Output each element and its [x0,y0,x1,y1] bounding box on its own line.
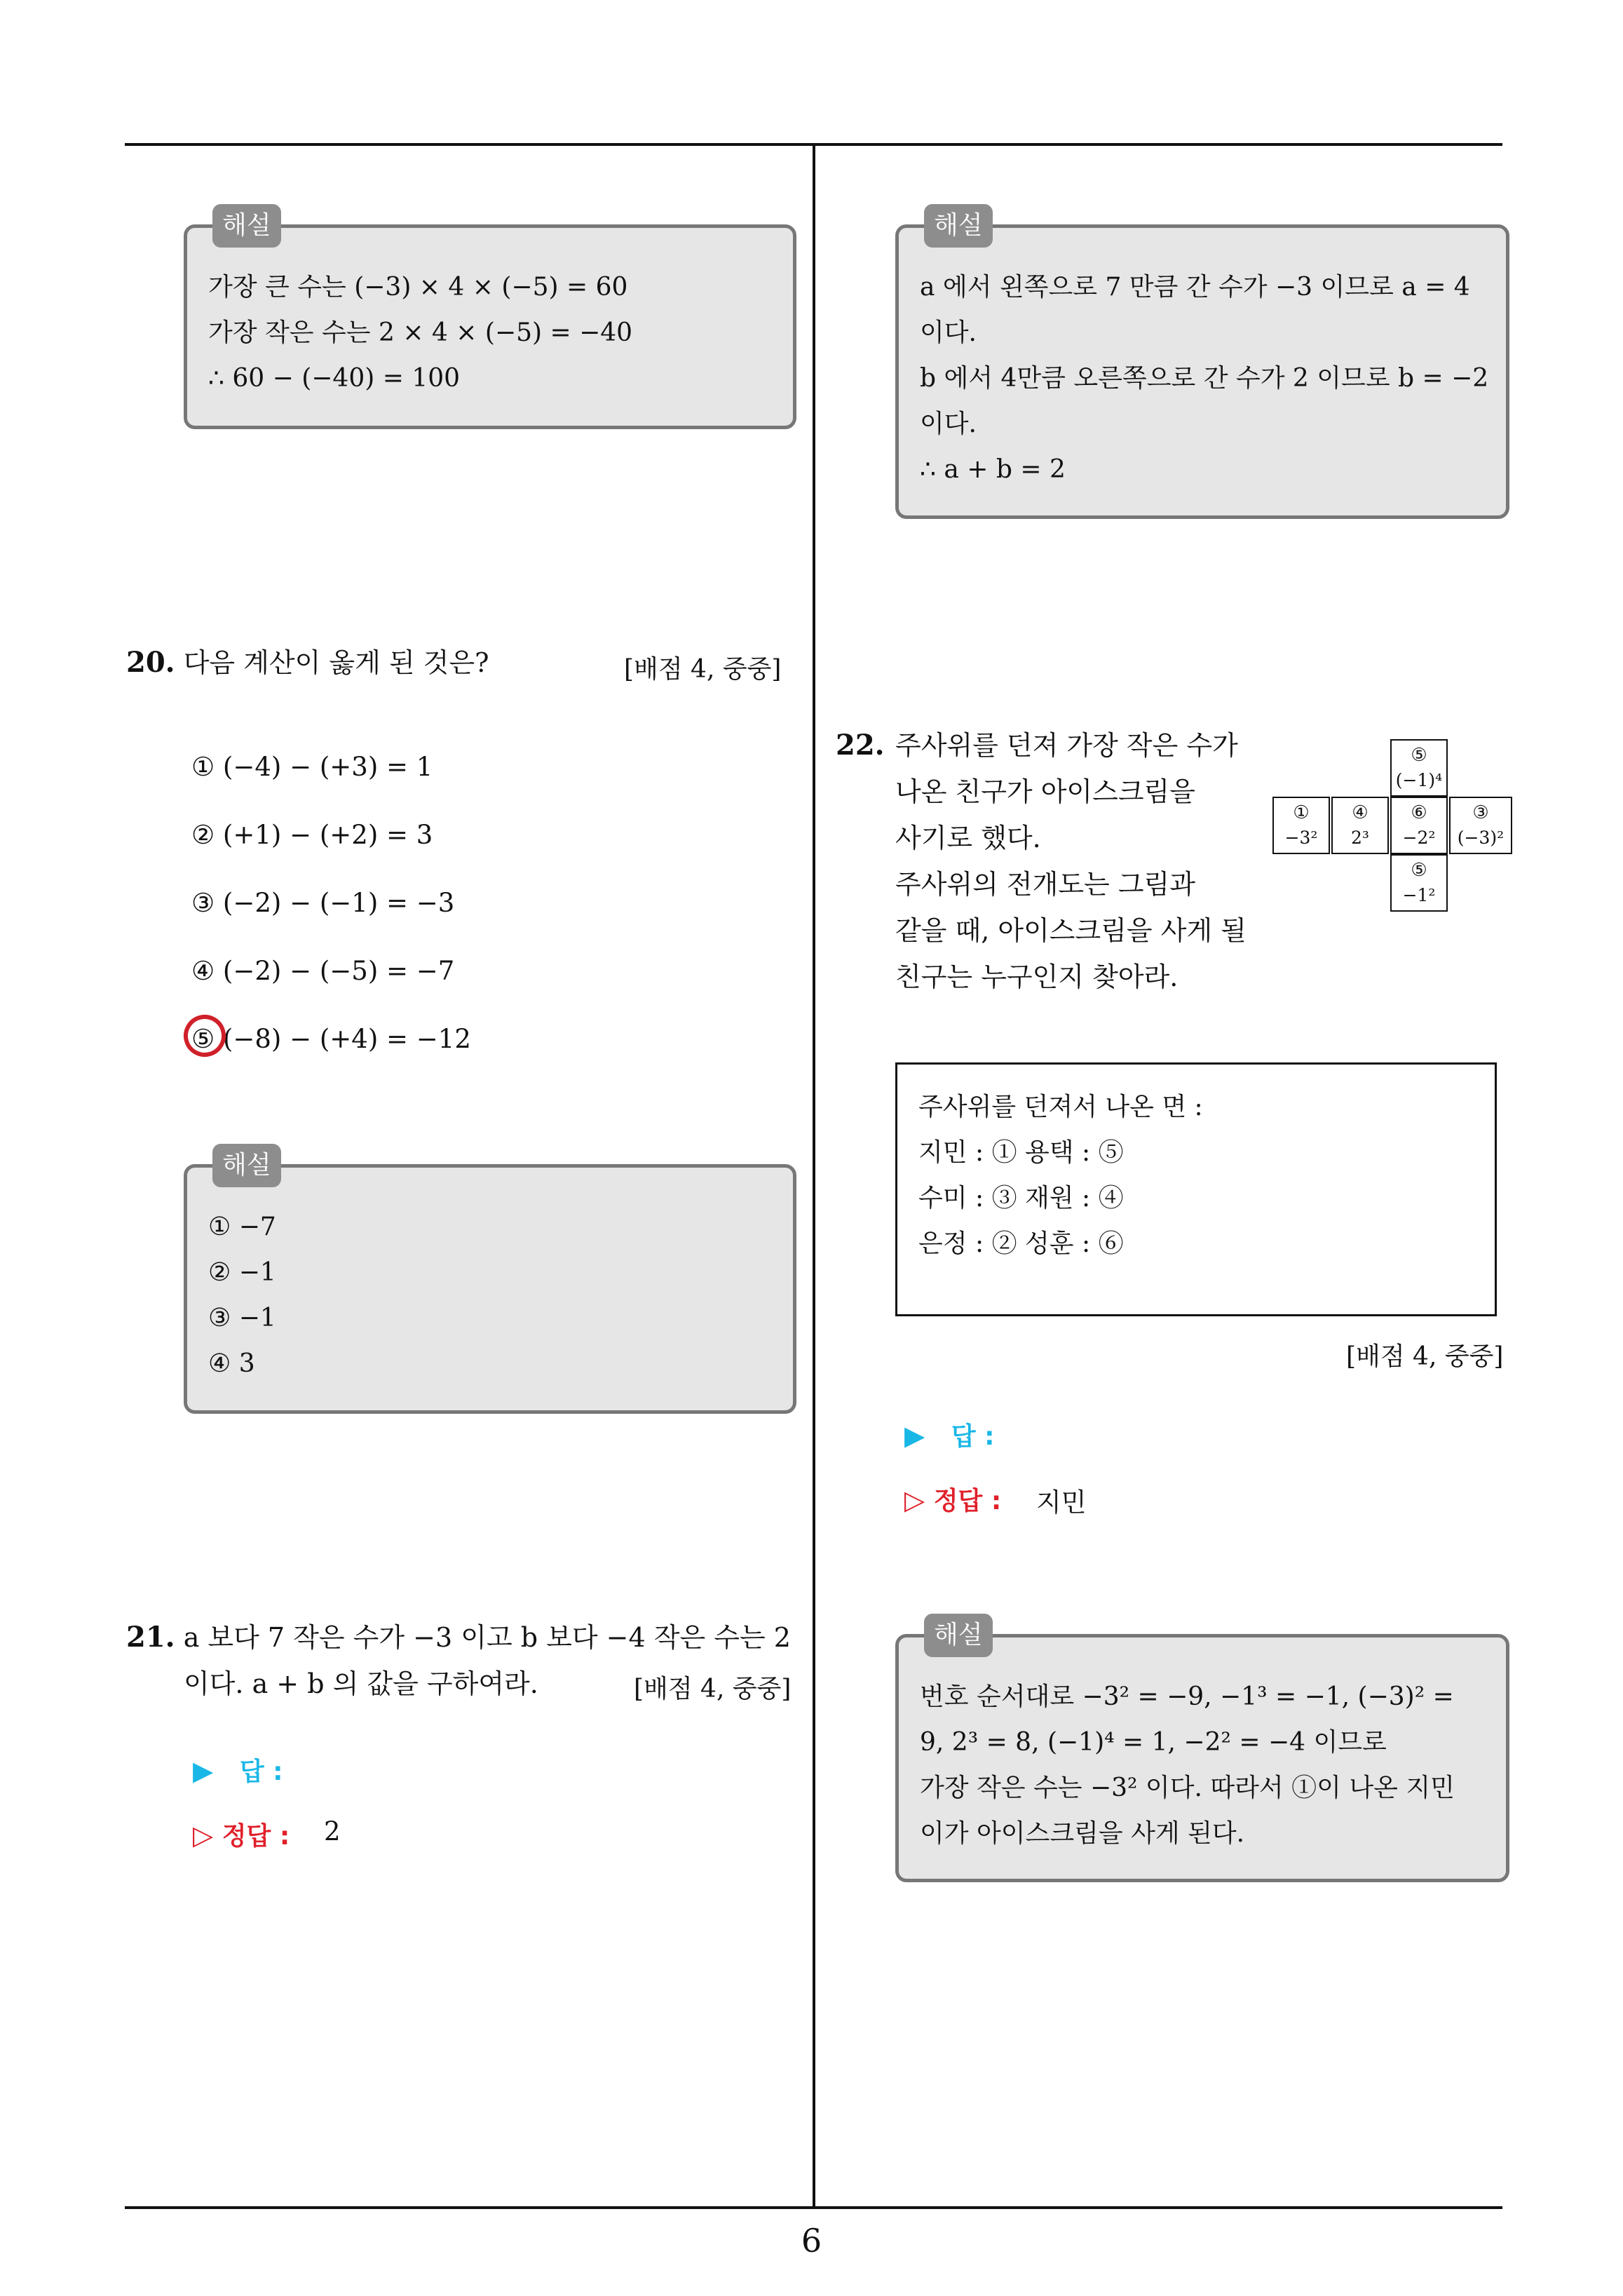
answer-label-text: 답 : [951,1422,995,1451]
q21-stem [126,1614,791,1661]
q22-solution-box [895,1621,1509,1882]
q20-choice-1[interactable]: ① (−4) − (+3) = 1 [191,752,433,782]
q22-number: 22. [836,729,885,762]
net-cell-label: ⑤ [1411,745,1427,766]
q21-correct-label [193,1816,290,1852]
q22-correct-label [904,1481,1001,1517]
question-text-line: 주사위의 전개도는 그림과 [895,869,1195,900]
info-line: 주사위를 던져서 나온 면 : [918,1093,1203,1121]
q21-score: [배점 4, 중중] [634,1675,792,1703]
net-cell-label: ③ [1472,802,1489,823]
net-cell-label: ⑤ [1411,860,1427,881]
net-cell-value: −1² [1402,885,1436,905]
question-text-line: 주사위를 던져 가장 작은 수가 [895,730,1238,761]
net-cell-value: (−1)⁴ [1395,770,1443,790]
solution-line: ① −7 [208,1213,276,1241]
question-text-line: 나온 친구가 아이스크림을 [895,776,1195,807]
solution-line: 가장 작은 수는 2 × 4 × (−5) = −40 [208,318,633,347]
outline-triangle-icon: ▷ [904,1485,925,1515]
play-triangle-icon: ▶ [193,1755,214,1786]
info-line: 수미 : ③ 재원 : ④ [918,1184,1124,1213]
question-text-line1: a 보다 7 작은 수가 −3 이고 b 보다 −4 작은 수는 2 [183,1622,791,1653]
net-cell-value: −3² [1284,828,1318,848]
q21-stem-line2: 이다. a + b 의 값을 구하여라. [184,1668,538,1699]
q20-choice-2[interactable]: ② (+1) − (+2) = 3 [191,820,433,850]
solution-line: 가장 작은 수는 −3² 이다. 따라서 ①이 나온 지민 [920,1774,1455,1802]
solution-line: 9, 2³ = 8, (−1)⁴ = 1, −2² = −4 이므로 [920,1728,1387,1757]
net-cell-2 [1331,797,1389,854]
solution-line: ② −1 [208,1258,276,1287]
play-triangle-icon: ▶ [904,1420,925,1451]
q20-score: [배점 4, 중중] [624,655,782,684]
info-line: 은정 : ② 성훈 : ⑥ [918,1229,1124,1258]
q22-correct-value: 지민 [1036,1487,1087,1518]
solution-tag: 해설 [212,204,281,248]
q20-stem [126,640,489,686]
question-text-line: 사기로 했다. [895,823,1041,853]
q20-choice-5[interactable]: ⑤ (−8) − (+4) = −12 [191,1024,471,1054]
net-cell-value: −2² [1402,828,1436,848]
q21-solution-box [895,211,1509,519]
solution-line: 이다. [920,410,977,438]
net-cell-label: ① [1293,802,1310,823]
net-cell-1 [1272,797,1330,854]
answer-label-text: 답 : [239,1757,283,1786]
q22-score: [배점 4, 중중] [1346,1342,1504,1371]
question-text-line: 친구는 누구인지 찾아라. [895,961,1179,992]
q22-stem [895,722,1260,1000]
solution-line: 번호 순서대로 −3² = −9, −1³ = −1, (−3)² = [920,1682,1454,1711]
q21-answer-label [193,1752,283,1788]
net-cell-label: ④ [1352,802,1369,823]
outline-triangle-icon: ▷ [193,1820,214,1851]
info-line: 지민 : ① 용택 : ⑤ [918,1138,1124,1167]
solution-line: 이다. [920,318,977,347]
q22-answer-label [904,1417,995,1452]
bottom-rule [125,2206,1502,2209]
solution-tag: 해설 [924,1614,993,1657]
dice-net-figure [1272,739,1553,920]
net-cell-top [1390,739,1448,797]
correct-label-text: 정답 : [933,1487,1002,1515]
q22-info-box [895,1062,1497,1316]
solution-line: ④ 3 [208,1349,255,1378]
question-number: 20. [126,646,175,679]
column-divider [813,143,815,2208]
q20-choice-4[interactable]: ④ (−2) − (−5) = −7 [191,956,455,986]
q20-solution-box [184,1151,796,1414]
q20-choice-3[interactable]: ③ (−2) − (−1) = −3 [191,888,455,918]
net-cell-value: 2³ [1351,828,1369,848]
net-cell-label: ⑥ [1411,802,1427,823]
question-text-line: 같을 때, 아이스크림을 사게 될 [895,915,1247,946]
correct-label-text: 정답 : [222,1822,290,1851]
question-number: 21. [126,1621,175,1654]
solution-line: 이가 아이스크림을 사게 된다. [920,1819,1245,1848]
net-cell-3 [1390,797,1448,854]
net-cell-bottom [1390,854,1448,912]
q21-correct-value: 2 [324,1816,341,1846]
net-cell-4 [1449,797,1512,854]
page-number: 6 [801,2222,822,2260]
net-cell-value: (−3)² [1457,828,1505,848]
solution-line: a 에서 왼쪽으로 7 만큼 간 수가 −3 이므로 a = 4 [920,273,1470,302]
solution-tag: 해설 [212,1144,281,1187]
q19-solution-box [184,211,796,429]
solution-line: ∴ a + b = 2 [920,455,1066,484]
solution-line: ∴ 60 − (−40) = 100 [208,364,461,393]
solution-line: 가장 큰 수는 (−3) × 4 × (−5) = 60 [208,273,628,302]
solution-tag: 해설 [924,204,993,248]
question-text: 다음 계산이 옳게 된 것은? [183,647,489,678]
solution-line: ③ −1 [208,1304,276,1332]
solution-line: b 에서 4만큼 오른쪽으로 간 수가 2 이므로 b = −2 [920,364,1489,393]
